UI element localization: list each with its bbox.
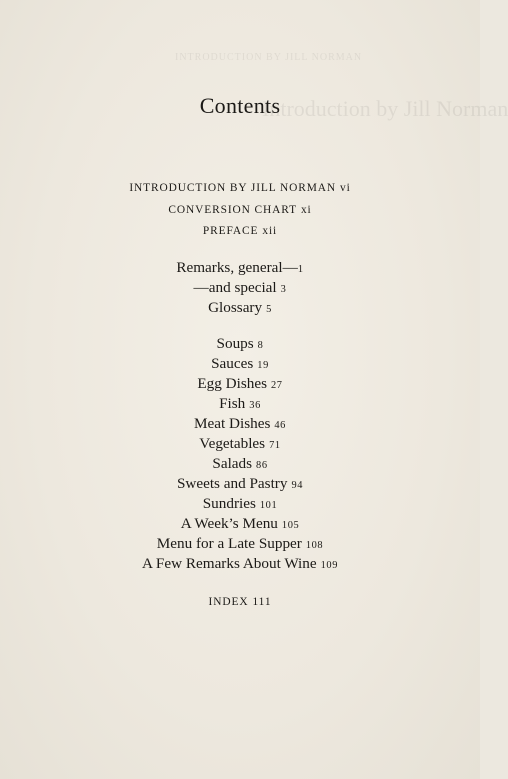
toc-entry-late-supper-menu[interactable] <box>0 535 480 553</box>
toc-entry-label: INDEX <box>208 596 249 608</box>
toc-entry-label: A Few Remarks About Wine <box>142 555 317 572</box>
page-title: Contents <box>199 93 281 118</box>
toc-entry-vegetables[interactable] <box>0 435 480 453</box>
toc-entry-label: Glossary <box>208 299 263 316</box>
toc-page-number: 94 <box>291 480 304 491</box>
toc-entry-label: Salads <box>212 455 253 472</box>
toc-entry-label: INTRODUCTION BY JILL NORMAN <box>129 182 336 194</box>
toc-entry-meat-dishes[interactable] <box>0 415 480 433</box>
toc-page-number: 86 <box>256 460 268 471</box>
toc-entry-label: Egg Dishes <box>197 375 267 392</box>
toc-entry-label: A Week’s Menu <box>180 515 278 532</box>
toc-entry-remarks-special[interactable] <box>0 279 480 297</box>
toc-entry-label: Sundries <box>202 495 256 512</box>
toc-entry-label: Remarks, general— <box>176 259 298 276</box>
toc-page-number: 109 <box>320 560 338 571</box>
toc-page-number: 71 <box>269 440 281 451</box>
toc-entry-label: Sweets and Pastry <box>176 475 288 492</box>
toc-entry-label: Menu for a Late Supper <box>156 535 302 552</box>
toc-entry-label: Meat Dishes <box>194 415 271 432</box>
toc-entry-label: —and special <box>193 279 277 296</box>
toc-page-number: 111 <box>252 596 272 608</box>
toc-entry-soups[interactable] <box>0 335 480 353</box>
toc-page-number: vi <box>339 182 351 194</box>
show-through-heading: Introduction by Jill Norman <box>262 96 508 121</box>
toc-page-number: 8 <box>257 340 264 351</box>
toc-entry-index[interactable] <box>0 596 480 608</box>
toc-page-number: 108 <box>305 540 324 551</box>
toc-page-number: 105 <box>281 520 300 531</box>
toc-page-number: 36 <box>249 400 261 411</box>
toc-entry-sauces[interactable] <box>0 355 480 373</box>
toc-entry-remarks-general[interactable] <box>0 259 480 277</box>
toc-page-number: 19 <box>257 360 269 371</box>
toc-entry-label: Sauces <box>211 355 254 372</box>
toc-entry-glossary[interactable] <box>0 299 480 317</box>
toc-page-number: 3 <box>280 284 287 295</box>
toc-entry-label: Fish <box>219 395 246 412</box>
toc-entry-preface[interactable] <box>0 225 480 237</box>
toc-entry-salads[interactable] <box>0 455 480 473</box>
toc-entry-egg-dishes[interactable] <box>0 375 480 393</box>
toc-entry-conversion-chart[interactable] <box>0 204 480 216</box>
toc-page-number: 101 <box>259 500 278 511</box>
toc-entry-sweets-and-pastry[interactable] <box>0 475 480 493</box>
toc-page-number: 5 <box>266 304 272 315</box>
toc-page-number: 46 <box>274 420 286 431</box>
toc-entry-label: Vegetables <box>199 435 266 452</box>
toc-entry-introduction[interactable] <box>0 182 480 194</box>
toc-entry-remarks-about-wine[interactable] <box>0 555 480 573</box>
toc-page-number: xi <box>300 204 312 216</box>
toc-entry-label: Soups <box>216 335 254 352</box>
toc-entry-label: PREFACE <box>202 225 259 237</box>
toc-page-number: 1 <box>297 264 304 275</box>
toc-page-number: 27 <box>271 380 283 391</box>
toc-entry-fish[interactable] <box>0 395 480 413</box>
toc-entry-weeks-menu[interactable] <box>0 515 480 533</box>
toc-entry-label: CONVERSION CHART <box>168 204 297 216</box>
toc-page-number: xii <box>262 225 278 237</box>
show-through-running-head: INTRODUCTION BY JILL NORMAN <box>175 52 363 63</box>
toc-entry-sundries[interactable] <box>0 495 480 513</box>
